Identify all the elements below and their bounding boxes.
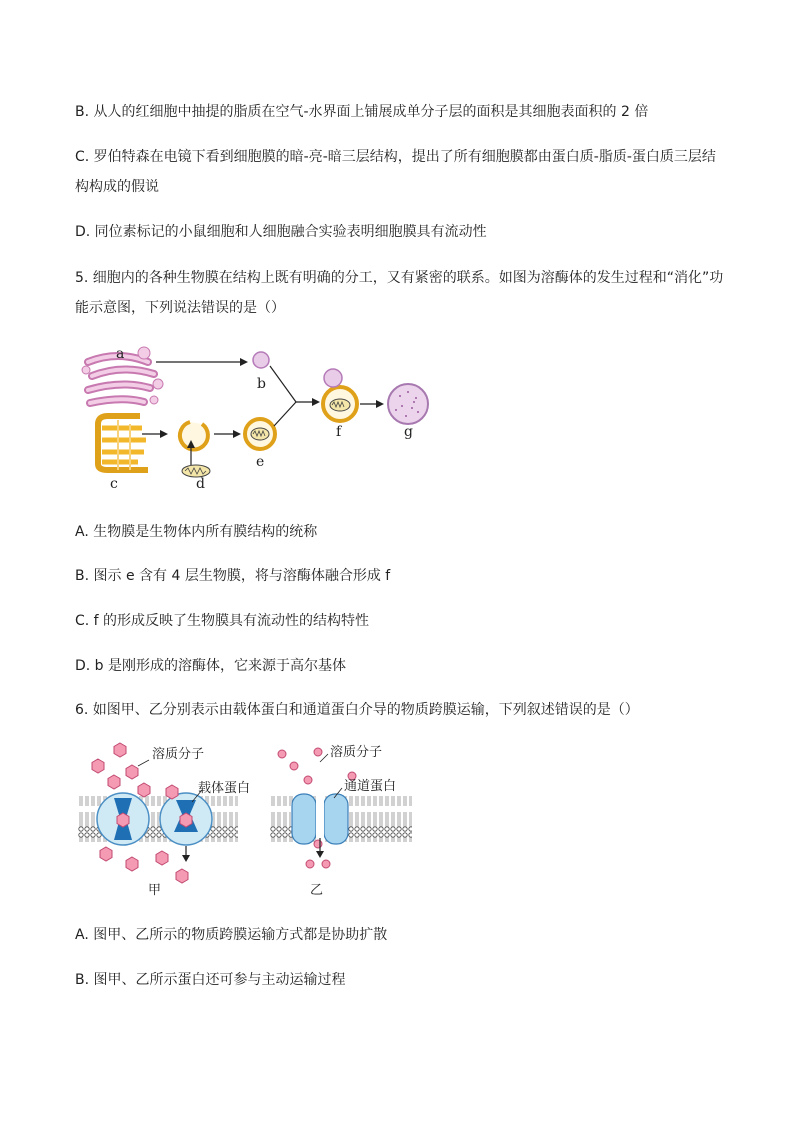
q5-option-c: C. f 的形成反映了生物膜具有流动性的结构特性 [75, 613, 370, 629]
carrier-protein-2 [160, 793, 212, 845]
label-jia: 甲 [148, 883, 162, 898]
q5-option-a: A. 生物膜是生物体内所有膜结构的统称 [75, 524, 318, 540]
q5-stem-line1: 5. 细胞内的各种生物膜在结构上既有明确的分工，又有紧密的联系。如图为溶酶体的发生过程和“消化”功 [75, 270, 724, 286]
q6-option-b: B. 图甲、乙所示蛋白还可参与主动运输过程 [75, 972, 346, 988]
label-e: e [256, 454, 265, 470]
endoplasmic-reticulum [98, 416, 148, 470]
label-b: b [257, 376, 266, 392]
lysosome-b [253, 352, 269, 368]
q4-option-d: D. 同位素标记的小鼠细胞和人细胞融合实验表明细胞膜具有流动性 [75, 224, 487, 240]
transport-figure [78, 740, 418, 900]
residual-body-g [388, 384, 428, 424]
label-g: g [404, 424, 413, 440]
label-c: c [110, 476, 118, 490]
channel-label: 通道蛋白 [344, 779, 397, 794]
q4-option-c-line1: C. 罗伯特森在电镜下看到细胞膜的暗-亮-暗三层结构，提出了所有细胞膜都由蛋白质-脂质-蛋白质三层结 [75, 149, 716, 165]
q5-option-b: B. 图示 e 含有 4 层生物膜，将与溶酶体融合形成 f [75, 568, 391, 584]
solute-molecules-bottom-left [100, 847, 188, 883]
label-f: f [336, 424, 342, 440]
solute-label-left: 溶质分子 [152, 747, 205, 762]
q5-option-d: D. b 是刚形成的溶酶体，它来源于高尔基体 [75, 658, 347, 674]
carrier-protein-1 [97, 793, 149, 845]
q6-option-a: A. 图甲、乙所示的物质跨膜运输方式都是协助扩散 [75, 927, 388, 943]
q4-option-b: B. 从人的红细胞中抽提的脂质在空气-水界面上铺展成单分子层的面积是其细胞表面积的 2 倍 [75, 104, 649, 120]
channel-protein [292, 794, 348, 844]
q4-option-c-line2: 构构成的假说 [75, 179, 159, 195]
label-yi: 乙 [310, 883, 324, 898]
label-d: d [196, 476, 205, 490]
q6-stem: 6. 如图甲、乙分别表示由载体蛋白和通道蛋白介导的物质跨膜运输，下列叙述错误的是（） [75, 702, 639, 718]
label-a: a [116, 346, 125, 362]
solute-label-right: 溶质分子 [330, 745, 383, 760]
lysosome-figure [78, 340, 448, 490]
q5-stem-line2: 能示意图，下列说法错误的是（） [75, 300, 285, 316]
carrier-label: 载体蛋白 [198, 781, 251, 796]
